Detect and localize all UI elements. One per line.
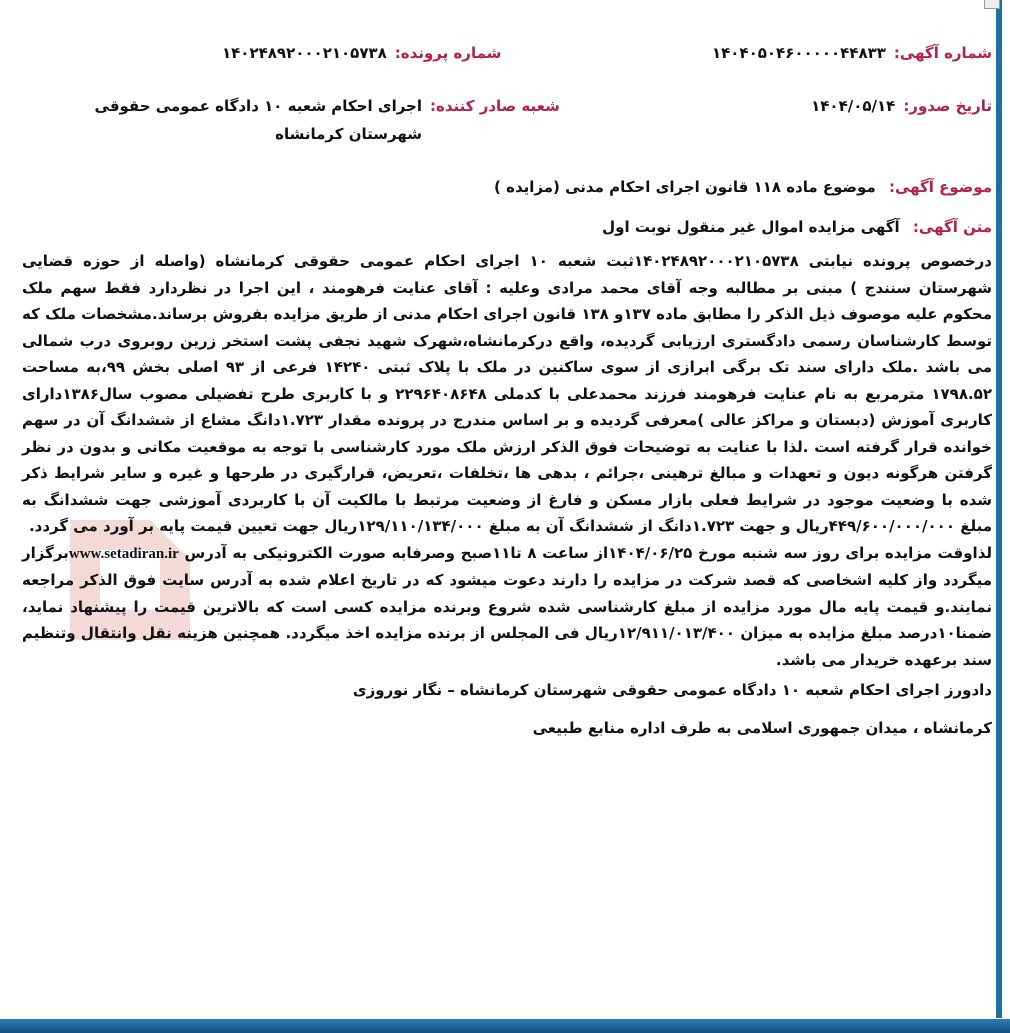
case-number: [222, 44, 501, 62]
ad-number-value: ۱۴۰۴۰۵۰۴۶۰۰۰۰۰۴۴۸۳۳: [711, 44, 886, 62]
issuer-value: اجرای احکام شعبه ۱۰ دادگاه عمومی حقوقی شهرستان کرمانشاه: [94, 97, 422, 143]
issuer: [42, 92, 560, 148]
website-link[interactable]: www.setadiran.ir: [68, 545, 179, 562]
ad-number-label: شماره آگهی:: [893, 44, 992, 62]
body-heading: [22, 218, 992, 236]
issue-date-value: ۱۴۰۴/۰۵/۱۴: [811, 97, 896, 115]
case-number-value: ۱۴۰۲۴۸۹۲۰۰۰۲۱۰۵۷۳۸: [222, 44, 387, 62]
ad-number: [712, 44, 992, 62]
paragraph-auction: [22, 540, 992, 674]
paragraph-auction-part1: لذاوقت مزایده برای روز سه شنبه مورخ ۱۴۰۴/۰۶/۲۵از ساعت ۸ تا۱۱صبح وصرفابه صورت الکترونیکی به آدرس: [184, 543, 992, 562]
subject: [22, 178, 992, 196]
paragraph-main: درخصوص پرونده نیابتی ۱۴۰۲۴۸۹۲۰۰۰۲۱۰۵۷۳۸ثبت شعبه ۱۰ اجرای احکام عمومی حقوقی کرمانشاه (واصله از حوزه قضایی شهرستان سنندج ) مبنی بر مطالبه وجه آقای محمد مرادی وعلیه : آقای عنایت فرهومند ، این اجرا در نظردارد فقط سهم ملک محکوم علیه موصوف ذیل الذکر را مطابق ماده ۱۳۷و ۱۳۸ قانون اجرای احکام مدنی از طریق مزایده بفروش برساند.مشخصات ملک که توسط کارشناسان رسمی دادگستری ارزیابی گردیده، واقع درکرمانشاه،شهرک شهید نجفی پشت استخر زرین روبروی درب شمالی می باشد .ملک دارای سند تک برگی ابرازی از سوی ساکنین در ملک با پلاک ثبتی ۱۴۲۴۰ فرعی از ۹۳ اصلی بخش ۹۹،به مساحت ۱۷۹۸.۵۲ مترمربع به نام عنایت فرهومند فرزند محمدعلی با کدملی ۲۲۹۶۴۰۸۶۴۸ و با کاربری طرح تفضیلی مصوب سال۱۳۸۶دارای کاربری آموزش (دبستان و مراکز عالی )معرفی گردیده و بر اساس مندرج در پرونده مقدار ۱.۷۲۳دانگ مشاع از ششدانگ آن در سهم خوانده قرار گرفته است .لذا با عنایت به توضیحات فوق الذکر ارزش ملک مورد کارشناسی با توجه به موقعیت مکانی و بدون در نظر گرفتن هرگونه دیون و تعهدات و مبالغ ترهینی ،جرائم ، بدهی ها ،تخلفات ،تعریض، قرارگیری در طرحها و غیره و سایر شرایط ذکر شده با وضعیت موجود در شرایط فعلی بازار مسکن و فارغ از وضعیت مرتبط با مالکیت آن با کاربردی آموزشی جهت ششدانگ به مبلغ ۴۴۹/۶۰۰/۰۰۰/۰۰۰ریال و جهت ۱.۷۲۳دانگ از ششدانگ آن به مبلغ ۱۲۹/۱۱۰/۱۳۴/۰۰۰ریال جهت تعیین قیمت پایه بر آورد می گردد.: [22, 252, 992, 535]
paragraph-auction-part2: برگزار میگردد واز کلیه اشخاصی که قصد شرکت در مزایده را دارند دعوت میشود که در تاریخ اعلام شده به آدرس سایت فوق الذکر مراجعه نمایند.و قیمت پایه مال مورد مزایده از مبلغ کارشناسی شده شروع وبرنده مزایده کسی است که بالاترین قیمت را پیشنهاد نماید، ضمنا۱۰درصد مبلغ مزایده به میزان ۱۲/۹۱۱/۰۱۳/۴۰۰ریال فی المجلس از برنده مزایده اخذ میگردد. همچنین هزینه نقل وانتقال وتنظیم سند برعهده خریدار می باشد.: [22, 543, 992, 669]
bottom-bar: [0, 1019, 1010, 1033]
signature: دادورز اجرای احکام شعبه ۱۰ دادگاه عمومی حقوقی شهرستان کرمانشاه – نگار نوروزی: [352, 681, 992, 699]
body-heading-value: آگهی مزایده اموال غیر منقول نوبت اول: [602, 218, 900, 236]
issuer-label: شعبه صادر کننده:: [430, 97, 560, 115]
meta-row-date-issuer: [22, 92, 992, 148]
subject-label: موضوع آگهی:: [888, 178, 992, 196]
issue-date: [811, 92, 992, 120]
meta-row-numbers: [22, 44, 992, 62]
notice-body: [22, 248, 992, 673]
body-heading-label: متن آگهی:: [912, 218, 992, 236]
subject-value: موضوع ماده ۱۱۸ قانون اجرای احکام مدنی (مزایده ): [494, 178, 876, 196]
issue-date-label: تاریخ صدور:: [903, 97, 992, 115]
window-corner: [984, 0, 1000, 9]
notice-content: [22, 40, 992, 737]
case-number-label: شماره پرونده:: [394, 44, 502, 62]
address: کرمانشاه ، میدان جمهوری اسلامی به طرف اداره منابع طبیعی: [532, 719, 992, 737]
